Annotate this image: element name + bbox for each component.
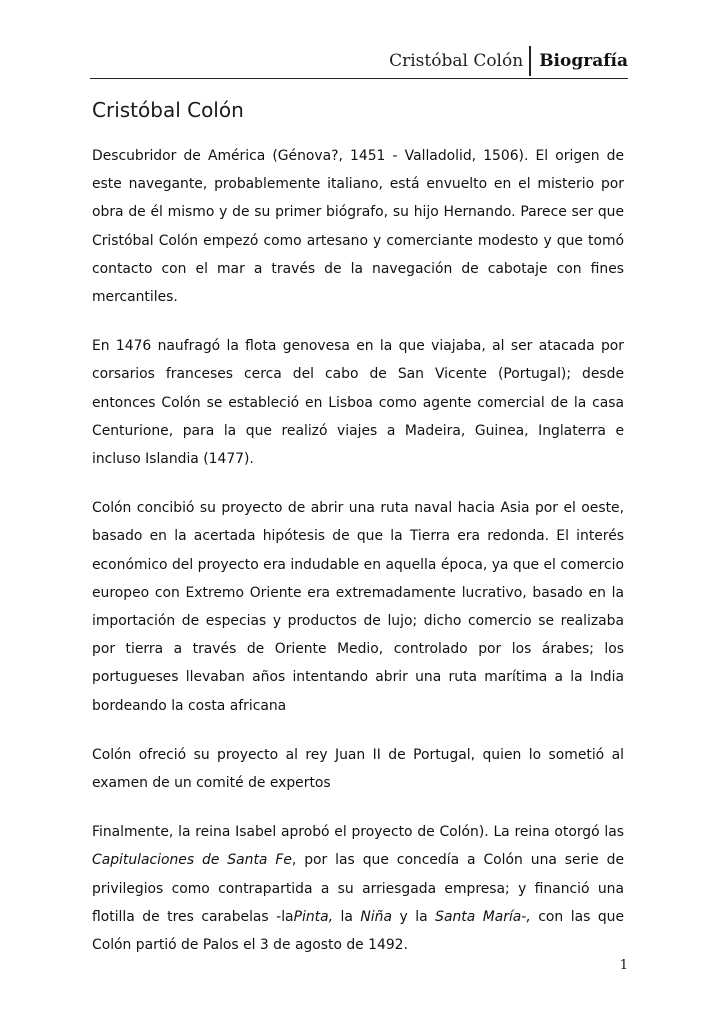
santa-maria-italic: Santa María-, — [435, 908, 531, 925]
paragraph-2: En 1476 naufragó la flota genovesa en la que viajaba, al ser atacada por corsarios franceses cerca del cabo de San Vicente (Portugal); desde entonces Colón se estableció en Lisboa como agente comercial de la casa Centurione, para la que realizó viajes a Madeira, Guinea, Inglaterra e incluso Islandia (1477). — [92, 338, 624, 468]
paragraph-5-text-3: la — [333, 908, 361, 925]
paragraph-5 — [92, 818, 624, 959]
document-title: Cristóbal Colón — [92, 98, 244, 122]
paragraph-3: Colón concibió su proyecto de abrir una ruta naval hacia Asia por el oeste, basado en la acertada hipótesis de que la Tierra era redonda. El interés económico del proyecto era indudable en aquella época, ya que el comercio europeo con Extremo Oriente era extremadamente lucrativo, basado en la importación de especias y productos de lujo; dicho comercio se realizaba por tierra a través de Oriente Medio, controlado por los árabes; los portugueses llevaban años intentando abrir una ruta marítima a la India bordeando la costa africana — [92, 500, 624, 714]
pinta-italic: Pinta, — [293, 908, 333, 925]
paragraph-5-text-1: Finalmente, la reina Isabel aprobó el proyecto de Colón). La reina otorgó las — [92, 824, 624, 841]
header-rule — [90, 78, 628, 79]
header-document-title: Cristóbal Colón — [389, 51, 524, 71]
paragraph-1: Descubridor de América (Génova?, 1451 - Valladolid, 1506). El origen de este navegante, probablemente italiano, está envuelto en el misterio por obra de él mismo y de su primer biógrafo, su hijo Hernando. Parece ser que Cristóbal Colón empezó como artesano y comerciante modesto y que tomó contacto con el mar a través de la navegación de cabotaje con fines mercantiles. — [92, 148, 624, 306]
header-section-title: Biografía — [539, 51, 628, 71]
nina-italic: Niña — [360, 908, 392, 925]
document-body — [92, 90, 624, 980]
paragraph-5-text-5: con las que Colón partió de Palos el 3 de agosto de 1492. — [92, 908, 625, 954]
page-number: 1 — [619, 958, 628, 973]
paragraph-4: Colón ofreció su proyecto al rey Juan II de Portugal, quien lo sometió al examen de un comité de expertos — [92, 746, 624, 792]
paragraph-5-text-4: y la — [391, 908, 436, 925]
running-header — [389, 46, 628, 76]
paragraph-5-text-2: , por las que concedía a Colón una serie de privilegios como contrapartida a su arriesgada empresa; y financió una flotilla de tres carabelas -la — [92, 852, 625, 925]
capitulaciones-italic: Capitulaciones de Santa Fe — [92, 852, 292, 869]
